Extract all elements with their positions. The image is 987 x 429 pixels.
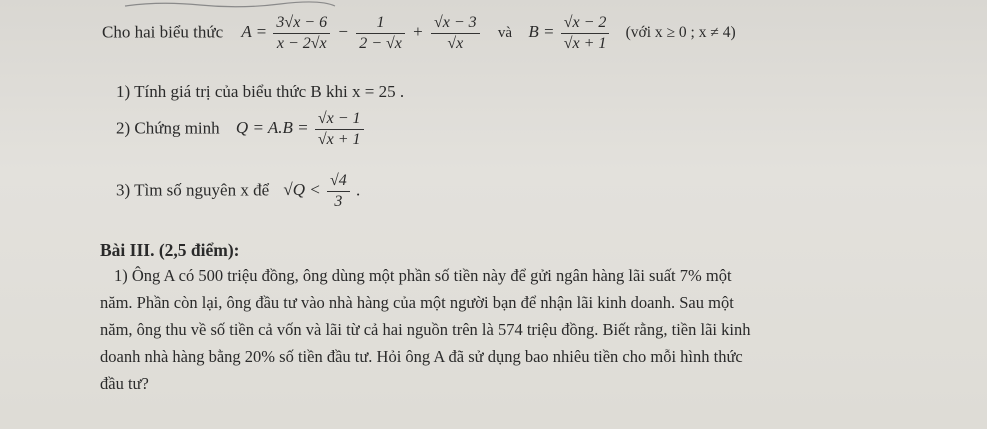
question-3-end: . [356, 180, 361, 200]
a-fraction-2-num: 1 [356, 14, 405, 34]
a-fraction-3-den: √x [447, 35, 464, 52]
b-label: B = [528, 22, 555, 42]
problem-line-5: đầu tư? [100, 374, 149, 393]
problem-line-1: 1) Ông A có 500 triệu đồng, ông dùng một phần số tiền này để gửi ngân hàng lãi suất 7% một [114, 266, 732, 285]
intro-line [102, 14, 736, 53]
minus-sign: − [338, 22, 348, 42]
question-3-text: 3) Tìm số nguyên x để [116, 180, 270, 200]
question-3 [116, 172, 360, 211]
top-scribble-decoration [120, 0, 340, 10]
question-2-text: 2) Chứng minh [116, 118, 220, 138]
a-fraction-3 [431, 14, 480, 53]
inequality-lhs: √Q < [283, 180, 321, 200]
q-fraction [315, 110, 364, 149]
a-label: A = [241, 22, 268, 42]
a-fraction-1-den: x − 2√x [276, 35, 327, 52]
b-fraction-den: √x + 1 [563, 35, 607, 52]
condition-text: (với x ≥ 0 ; x ≠ 4) [625, 24, 736, 42]
problem-paragraph [100, 262, 987, 397]
problem-line-3: năm, ông thu về số tiền cả vốn và lãi từ cả hai nguồn trên là 574 triệu đồng. Biết rằng, tiền lãi kinh [100, 320, 751, 339]
q-equation-lhs: Q = A.B = [235, 118, 309, 138]
q-fraction-num: √x − 1 [315, 110, 364, 130]
a-fraction-2 [356, 14, 405, 53]
section-heading: Bài III. (2,5 điểm): [100, 240, 240, 260]
a-fraction-1-num: 3√x − 6 [273, 14, 330, 34]
a-fraction-2-den: 2 − √x [359, 35, 402, 52]
inequality-fraction-den: 3 [334, 193, 343, 210]
question-1: 1) Tính giá trị của biểu thức B khi x = 25 . [116, 82, 405, 101]
a-fraction-3-num: √x − 3 [431, 14, 480, 34]
problem-line-2: năm. Phần còn lại, ông đầu tư vào nhà hàng của một người bạn để nhận lãi kinh doanh. Sau một [100, 293, 734, 312]
b-fraction-num: √x − 2 [561, 14, 610, 34]
inequality-fraction [327, 172, 350, 211]
question-2 [116, 110, 366, 149]
problem-line-4: doanh nhà hàng bằng 20% số tiền đầu tư. Hỏi ông A đã sử dụng bao nhiêu tiền cho mỗi hình thức [100, 347, 743, 366]
b-fraction [561, 14, 610, 53]
intro-prefix: Cho hai biểu thức [102, 22, 224, 42]
and-word: và [497, 25, 513, 42]
plus-sign: + [413, 22, 423, 42]
inequality-fraction-num: √4 [327, 172, 350, 192]
a-fraction-1 [273, 14, 330, 53]
q-fraction-den: √x + 1 [317, 131, 361, 148]
